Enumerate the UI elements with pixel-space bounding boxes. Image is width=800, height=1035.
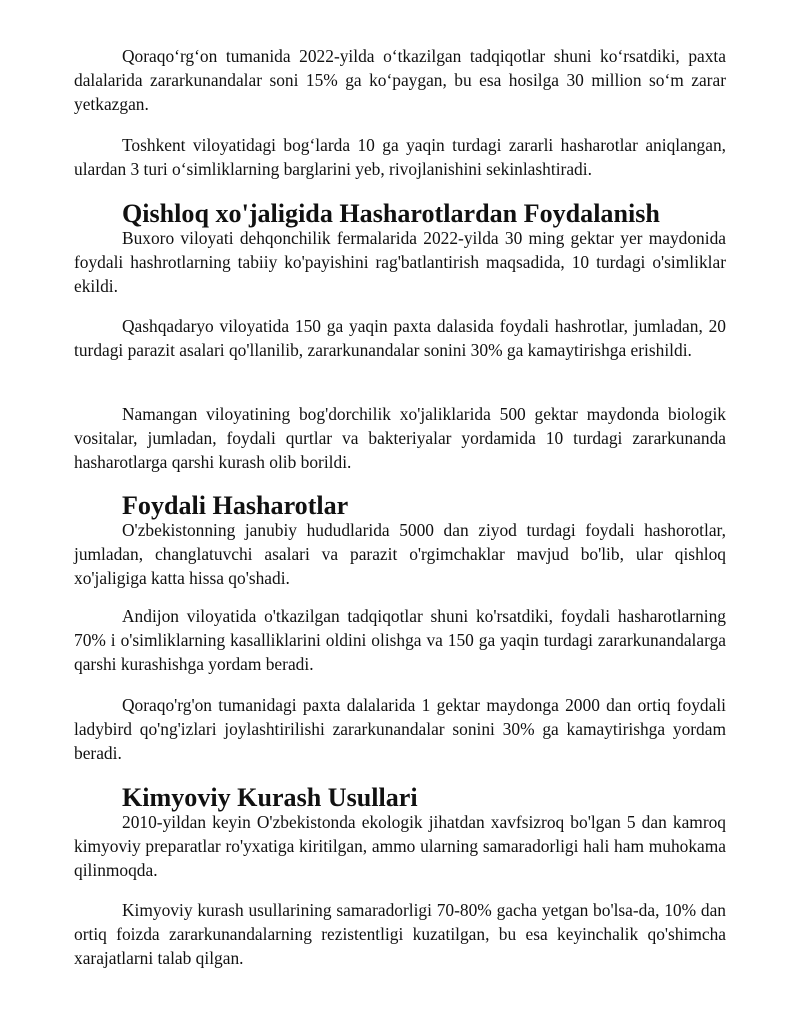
paragraph-andijon-research: Andijon viloyatida o'tkazilgan tadqiqotlar shuni ko'rsatdiki, foydali hasharotlarning 70% i o'simliklarning kasalliklarini oldini olishga va 150 ga yaqin turdagi zararkunandalarga qarshi kurashishga yordam beradi. [74,606,726,675]
paragraph-qoraqorgon-ladybirds: Qoraqo'rg'on tumanidagi paxta dalalarida 1 gektar maydonga 2000 dan ortiq foydali ladybird qo'ng'izlari joylashtirilishi zararkunandalar sonini 30% ga kamaytirishga yordam beradi. [74,695,726,764]
paragraph-qoraqorgon-pests: Qoraqo‘rg‘on tumanida 2022-yilda o‘tkazilgan tadqiqotlar shuni ko‘rsatdiki, paxta dalalarida zararkunandalar soni 15% ga ko‘paygan, bu esa hosilga 30 million so‘m zarar yetkazgan. [74,46,726,115]
paragraph-south-regions: O'zbekistonning janubiy hududlarida 5000 dan ziyod turdagi foydali hashorotlar, jumladan, changlatuvchi asalari va parazit o'rgimchaklar mavjud bo'lib, ular qishloq xo'jaligiga katta hissa qo'shadi. [74,520,726,589]
heading-beneficial-insects: Foydali Hasharotlar [122,491,349,520]
paragraph-namangan-orchards: Namangan viloyatining bog'dorchilik xo'jaliklarida 500 gektar maydonda biologik vositalar, jumladan, foydali qurtlar va bakteriyalar yordamida 10 turdagi zararkunanda hasharotlarga qarshi kurash olib borildi. [74,404,726,473]
paragraph-chemical-preparations: 2010-yildan keyin O'zbekistonda ekologik jihatdan xavfsizroq bo'lgan 5 dan kamroq kimyoviy preparatlar ro'yxatiga kiritilgan, ammo ularning samaradorligi hali ham muhokama qilinmoqda. [74,812,726,881]
paragraph-buxoro-farms: Buxoro viloyati dehqonchilik fermalarida 2022-yilda 30 ming gektar yer maydonida foydali hashrotlarning tabiiy ko'payishini rag'batlantirish maqsadida, 10 turdagi o'simliklar ekildi. [74,228,726,297]
paragraph-chemical-effectiveness: Kimyoviy kurash usullarining samaradorligi 70-80% gacha yetgan bo'lsa-da, 10% dan ortiq foizda zararkunandalarning rezistentligi kuzatilgan, bu esa keyinchalik qo'shimcha xarajatlarni talab qilgan. [74,900,726,969]
paragraph-qashqadaryo-cotton: Qashqadaryo viloyatida 150 ga yaqin paxta dalasida foydali hashrotlar, jumladan, 20 turdagi parazit asalari qo'llanilib, zararkunandalar sonini 30% ga kamaytirishga erishildi. [74,316,726,361]
heading-chemical-control: Kimyoviy Kurash Usullari [122,783,418,812]
heading-agriculture-insects: Qishloq xo'jaligida Hasharotlardan Foydalanish [122,199,660,228]
paragraph-toshkent-gardens: Toshkent viloyatidagi bog‘larda 10 ga yaqin turdagi zararli hasharotlar aniqlangan, ulardan 3 turi o‘simliklarning barglarini yeb, rivojlanishini sekinlashtiradi. [74,135,726,180]
